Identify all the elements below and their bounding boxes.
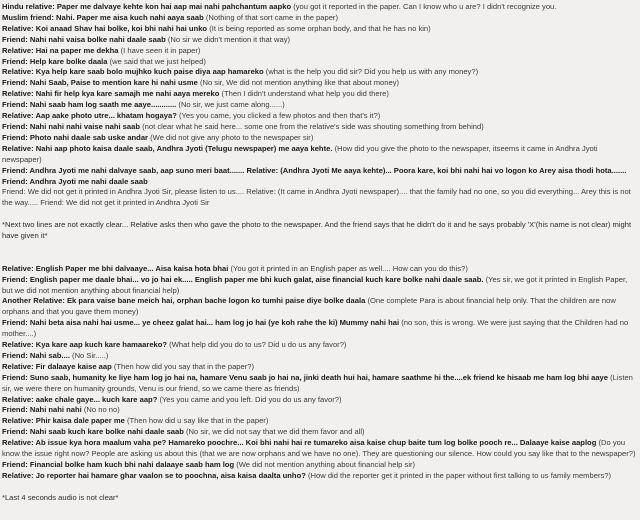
- transcript-line: [2, 78, 636, 89]
- transcript-line: [2, 24, 636, 35]
- english-translation: (Yes you came, you clicked a few photos and then that's it?): [178, 111, 381, 121]
- english-translation: (We did not give any photo to the newspaper sir): [150, 132, 314, 142]
- transcript-line: [2, 296, 636, 318]
- spoken-hindi-text: Relative: Ab issue kya hora maalum vaha pe? Hamareko poochre... Koi bhi nahi hai re tumareko aisa kaise chup baite tum log bolke pooch re... Dalaaye kaise aaplog: [2, 438, 597, 448]
- spoken-hindi-text: Friend: Photo nahi daale sab uske andar: [2, 132, 149, 142]
- spoken-hindi-text: Relative: aake chale gaye... kuch kare aap?: [2, 394, 158, 404]
- transcript-line: [2, 13, 636, 24]
- transcript-line: [2, 67, 636, 78]
- english-translation: (No no no): [83, 405, 120, 415]
- english-translation: (Then how did u say like that in the paper): [126, 416, 269, 426]
- spoken-hindi-text: Relative: Phir kaisa dale paper me: [2, 416, 125, 426]
- paragraph-spacer: [2, 253, 636, 264]
- transcript-line: [2, 144, 636, 166]
- english-translation: (How did the reporter get it printed in the paper without first talking to us family members?): [307, 470, 612, 480]
- english-translation: (Listen sir, we were there on humanity grounds, Venu is our friend, so we came there as friends): [2, 372, 633, 393]
- english-translation: (How did you give the photo to the newspaper, itseems it came in Andhra Jyoti newspaper): [2, 143, 598, 164]
- spoken-hindi-text: Relative: Kya kare aap kuch kare hamaareko?: [2, 340, 168, 350]
- paragraph-spacer: [2, 242, 636, 253]
- spoken-hindi-text: Friend: Nahi sab....: [2, 350, 73, 360]
- transcript-line: [2, 438, 636, 460]
- english-translation: (you got it reported in the paper. Can I know who u are? I didn't recognize you.: [293, 2, 557, 11]
- spoken-hindi-text: Friend: Help kare bolke daala: [2, 56, 108, 66]
- transcript-line: [2, 133, 636, 144]
- english-translation: (I have seen it in paper): [120, 45, 201, 55]
- english-translation: (we said that we just helped): [109, 56, 206, 66]
- transcript-line: [2, 122, 636, 133]
- spoken-hindi-text: Relative: (Andhra Jyoti Me aaya kehte)... Poora kare, koi bhi nahi hai vo logon ko Arey aisa thodi hota.......: [246, 165, 627, 175]
- spoken-hindi-text: Relative: Koi anaad Shav hai bolke, koi bhi nahi hai unko: [2, 23, 208, 33]
- spoken-hindi-text: Friend: Nahi saab kuch kare bolke nahi daale saab: [2, 427, 184, 437]
- spoken-hindi-text: Friend: Andhra Jyoti me nahi dalvaye saab, aap suno meri baat.......: [2, 165, 245, 175]
- transcript-line: [2, 427, 636, 438]
- spoken-hindi-text: Friend: Nahi beta aisa nahi hai usme... ye cheez galat hai... ham log jo hai (ye koh rahe the ki) Mummy nahi hai: [2, 318, 400, 328]
- transcript-line: [2, 166, 636, 188]
- transcript-line: [2, 318, 636, 340]
- english-translation: (No sir we didn't mention it that way): [167, 34, 291, 44]
- english-translation: (Do you know the issue right now? People are asking us about this (that we are now orphans and we have no one). They are questioning our silence. How could you say like that to the newspaper?): [2, 438, 636, 459]
- english-translation: (We did not mention anything about financial help sir): [236, 460, 416, 470]
- english-translation: (Then I didn't understand what help you did there): [221, 89, 389, 99]
- transcript-line: [2, 187, 636, 209]
- transcript-line: [2, 405, 636, 416]
- spoken-hindi-text: Relative: English Paper me bhi dalvaaye... Aisa kaisa hota bhai: [2, 263, 229, 273]
- english-translation: (No sir, We did not mention anything like that about money): [199, 78, 400, 88]
- english-translation: (No sir, we did not say that we did them favor and all): [186, 427, 365, 437]
- transcript-line: [2, 100, 636, 111]
- english-translation: (It is being reported as some orphan body, and that he has no kin): [209, 23, 431, 33]
- english-translation: (what is the help you did sir? Did you help us with any money?): [265, 67, 479, 77]
- transcript-line: [2, 275, 636, 297]
- english-translation: Friend: We did not get it printed in Andhra Jyoti Sir, please listen to us.... Relative: (It came in Andhra Jyoti newspaper).... that the family had no one, so you did everything... Arey this is not the way..... Friend: We did not get it printed in Andhra Jyoti Sir: [2, 187, 631, 208]
- spoken-hindi-text: Friend: English paper me daale bhai... vo jo hai ek..... English paper me bhi kuch galat, aise financial kuch kare bolke nahi daale saab.: [2, 274, 484, 284]
- transcript-line: [2, 2, 636, 13]
- english-translation: (What help did you do to us? Did u do us any favor?): [169, 340, 347, 350]
- spoken-hindi-text: Another Relative: Ek para vaise bane meich hai, orphan bache logon ko tumhi paise diye bolke daala: [2, 296, 366, 306]
- paragraph-spacer: [2, 209, 636, 220]
- english-translation: (Yes sir, we got it printed in English Paper, but we did not mention anything about financial help): [2, 274, 628, 295]
- english-translation: (not clear what he said here... some one from the relative's side was shouting something from behind): [142, 121, 484, 131]
- transcript-line: [2, 89, 636, 100]
- transcriber-note: *Last 4 seconds audio is not clear*: [2, 492, 119, 502]
- transcript-line: [2, 35, 636, 46]
- spoken-hindi-text: Muslim friend: Nahi. Paper me aisa kuch nahi aaya saab: [2, 12, 204, 22]
- english-translation: (No Sir.....): [72, 350, 109, 360]
- spoken-hindi-text: Relative: Kya help kare saab bolo mujhko kuch paise diya aap hamareko: [2, 67, 264, 77]
- transcript-line: [2, 362, 636, 373]
- transcript-line: [2, 395, 636, 406]
- transcript-line: [2, 46, 636, 57]
- spoken-hindi-text: Friend: Andhra Jyoti me nahi daale saab: [2, 176, 148, 186]
- transcript-line: [2, 57, 636, 68]
- english-translation: (Then how did you say that in the paper?): [113, 361, 255, 371]
- spoken-hindi-text: Relative: Aap aake photo utre... khatam hogaya?: [2, 111, 177, 121]
- english-translation: (No sir, we just came along......): [178, 100, 285, 110]
- transcript-line: [2, 351, 636, 362]
- spoken-hindi-text: Relative: Fir dalaaye kaise aap: [2, 361, 112, 371]
- spoken-hindi-text: Friend: Nahi nahi nahi vaise nahi saab: [2, 121, 140, 131]
- spoken-hindi-text: Friend: Nahi nahi nahi: [2, 405, 82, 415]
- transcript-line: [2, 373, 636, 395]
- paragraph-spacer: [2, 482, 636, 493]
- english-translation: (You got it printed in an English paper as well.... How can you do this?): [230, 263, 468, 273]
- english-translation: (One complete Para is about financial help only. That the children are now orphans and that you gave them money): [2, 296, 616, 317]
- transcript-line: [2, 264, 636, 275]
- spoken-hindi-text: Friend: Nahi saab ham log saath me aaye............: [2, 100, 177, 110]
- transcript-line: [2, 340, 636, 351]
- transcript-line: [2, 460, 636, 471]
- spoken-hindi-text: Relative: Nahi fir help kya kare samajh me nahi aaya mereko: [2, 89, 220, 99]
- spoken-hindi-text: Friend: Nahi nahi vaisa bolke nahi daale saab: [2, 34, 166, 44]
- english-translation: (no son, this is wrong. We were just saying that the Children had no mother....): [2, 318, 629, 339]
- transcript-line: [2, 471, 636, 482]
- spoken-hindi-text: Friend: Suno saab, humanity ke liye ham log jo hai na, hamare Venu saab jo hai na, jinki death hui hai, hamare saathme hi the....ek friend ke hisaab me ham log bhi aaye: [2, 372, 608, 382]
- spoken-hindi-text: Relative: Hai na paper me dekha: [2, 45, 119, 55]
- transcript-line: [2, 416, 636, 427]
- spoken-hindi-text: Relative: Jo reporter hai hamare ghar vaalon se to poochna, aisa kaisa daalta unho?: [2, 470, 306, 480]
- spoken-hindi-text: Friend: Nahi Saab, Paise to mention kare hi nahi usme: [2, 78, 198, 88]
- transcript-line: [2, 111, 636, 122]
- spoken-hindi-text: Friend: Financial bolke ham kuch bhi nahi dalaaye saab ham log: [2, 460, 235, 470]
- spoken-hindi-text: Hindu relative: Paper me dalvaye kehte kon hai aap mai nahi pahchantum aapko: [2, 2, 292, 11]
- english-translation: (Nothing of that sort came in the paper): [205, 12, 338, 22]
- english-translation: (Yes you came and you left. Did you do us any favor?): [159, 394, 342, 404]
- transcriber-note: *Next two lines are not exactly clear... Relative asks then who gave the photo to the newspaper. And the friend says that he didn't do it and he says probably 'X'(his name is not clear) might have given it*: [2, 220, 632, 241]
- spoken-hindi-text: Relative: Nahi aap photo kaisa daale saab, Andhra Jyoti (Telugu newspaper) me aaya kehte.: [2, 143, 333, 153]
